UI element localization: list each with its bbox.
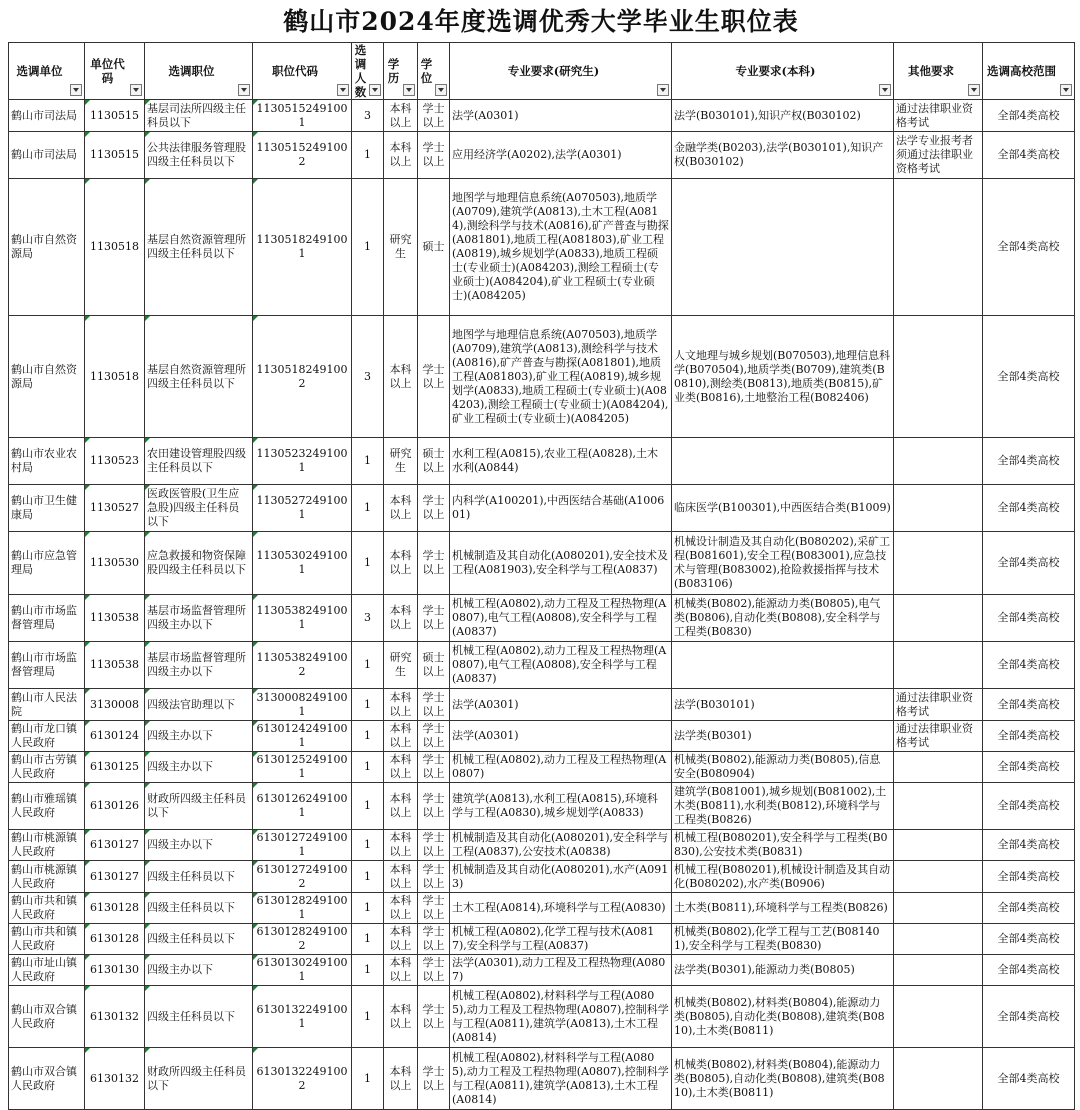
cell-position[interactable]: 基层自然资源管理所四级主任科员以下: [145, 179, 253, 316]
table-row: [9, 893, 1075, 924]
cell-major-graduate[interactable]: 机械制造及其自动化(A080201),水产(A0913): [450, 861, 672, 893]
cell-position-code[interactable]: 11305302491001: [253, 532, 352, 595]
cell-major-undergraduate[interactable]: 土木类(B0811),环境科学与工程类(B0826): [672, 893, 894, 924]
table-row: [9, 316, 1075, 438]
cell-education[interactable]: 本科以上: [384, 595, 418, 642]
header-label: 单位代码: [90, 57, 125, 85]
cell-education[interactable]: 本科以上: [384, 132, 418, 179]
cell-other-requirements[interactable]: [894, 986, 983, 1048]
cell-headcount[interactable]: 1: [352, 1048, 384, 1110]
cell-headcount[interactable]: 1: [352, 893, 384, 924]
table-row: [9, 861, 1075, 893]
cell-unit-code[interactable]: 6130132: [85, 1048, 145, 1110]
cell-position-code[interactable]: 11305382491001: [253, 595, 352, 642]
cell-other-requirements[interactable]: [894, 316, 983, 438]
cell-major-undergraduate[interactable]: 建筑学(B081001),城乡规划(B081002),土木类(B0811),水利类(B0812),环境科学与工程类(B0826): [672, 783, 894, 830]
cell-education[interactable]: 本科以上: [384, 861, 418, 893]
cell-degree[interactable]: 学士以上: [418, 955, 450, 986]
cell-degree[interactable]: 学士以上: [418, 783, 450, 830]
cell-headcount[interactable]: 1: [352, 132, 384, 179]
cell-major-undergraduate[interactable]: 法学(B030101),知识产权(B030102): [672, 100, 894, 132]
header-label: 其他要求: [908, 64, 954, 78]
header-label: 职位代码: [272, 64, 318, 78]
cell-other-requirements[interactable]: [894, 893, 983, 924]
cell-unit[interactable]: 鹤山市自然资源局: [9, 316, 85, 438]
table-row: [9, 689, 1075, 721]
cell-degree[interactable]: 学士以上: [418, 485, 450, 532]
cell-unit[interactable]: 鹤山市司法局: [9, 132, 85, 179]
cell-major-graduate[interactable]: 机械工程(A0802),动力工程及工程热物理(A0807),电气工程(A0808),安全科学与工程(A0837): [450, 642, 672, 689]
cell-education[interactable]: 研究生: [384, 179, 418, 316]
filter-dropdown-icon[interactable]: [657, 84, 669, 96]
cell-school-scope[interactable]: 全部4类高校: [983, 179, 1075, 316]
cell-major-graduate[interactable]: 机械制造及其自动化(A080201),安全技术及工程(A081903),安全科学与工程(A0837): [450, 532, 672, 595]
cell-headcount[interactable]: 1: [352, 179, 384, 316]
cell-school-scope[interactable]: 全部4类高校: [983, 100, 1075, 132]
cell-major-graduate[interactable]: 地图学与地理信息系统(A070503),地质学(A0709),建筑学(A0813),土木工程(A0814),测绘科学与技术(A0816),矿产普查与勘探(A081801),地质工程(A081803),矿业工程(A0819),城乡规划学(A0833),地质工程硕士(专业硕士)(A084203),测绘工程硕士(专业硕士)(A084204),矿业工程硕士(专业硕士)(A084205): [450, 179, 672, 316]
cell-position[interactable]: 四级主任科员以下: [145, 893, 253, 924]
header-unit: [9, 43, 85, 100]
cell-other-requirements[interactable]: [894, 830, 983, 861]
cell-major-undergraduate[interactable]: 机械工程(B080201),机械设计制造及其自动化(B080202),水产类(B0906): [672, 861, 894, 893]
cell-headcount[interactable]: 1: [352, 438, 384, 485]
filter-dropdown-icon[interactable]: [369, 84, 381, 96]
cell-unit-code[interactable]: 6130128: [85, 893, 145, 924]
cell-major-undergraduate[interactable]: 机械类(B0802),能源动力类(B0805),电气类(B0806),自动化类(B0808),安全科学与工程类(B0830): [672, 595, 894, 642]
cell-school-scope[interactable]: 全部4类高校: [983, 955, 1075, 986]
cell-major-undergraduate[interactable]: 金融学类(B0203),法学(B030101),知识产权(B030102): [672, 132, 894, 179]
cell-degree[interactable]: 硕士: [418, 179, 450, 316]
cell-major-graduate[interactable]: 建筑学(A0813),水利工程(A0815),环境科学与工程(A0830),城乡规划学(A0833): [450, 783, 672, 830]
cell-headcount[interactable]: 1: [352, 532, 384, 595]
cell-major-undergraduate[interactable]: 法学(B030101): [672, 689, 894, 721]
cell-school-scope[interactable]: 全部4类高校: [983, 752, 1075, 783]
cell-position-code[interactable]: 11305272491001: [253, 485, 352, 532]
cell-unit[interactable]: 鹤山市古劳镇人民政府: [9, 752, 85, 783]
cell-major-graduate[interactable]: 机械工程(A0802),材料科学与工程(A0805),动力工程及工程热物理(A0807),控制科学与工程(A0811),建筑学(A0813),土木工程(A0814): [450, 1048, 672, 1110]
cell-education[interactable]: 本科以上: [384, 986, 418, 1048]
cell-major-undergraduate[interactable]: 机械设计制造及其自动化(B080202),采矿工程(B081601),安全工程(B083001),应急技术与管理(B083002),抢险救援指挥与技术(B083106): [672, 532, 894, 595]
cell-unit[interactable]: 鹤山市共和镇人民政府: [9, 893, 85, 924]
header-other-requirements: [894, 43, 983, 100]
cell-major-graduate[interactable]: 机械工程(A0802),化学工程与技术(A0817),安全科学与工程(A0837): [450, 924, 672, 955]
cell-major-graduate[interactable]: 法学(A0301),动力工程及工程热物理(A0807): [450, 955, 672, 986]
cell-headcount[interactable]: 1: [352, 986, 384, 1048]
cell-major-graduate[interactable]: 应用经济学(A0202),法学(A0301): [450, 132, 672, 179]
cell-position-code[interactable]: 61301242491001: [253, 721, 352, 752]
cell-unit[interactable]: 鹤山市双合镇人民政府: [9, 986, 85, 1048]
cell-other-requirements[interactable]: 法学专业报考者须通过法律职业资格考试: [894, 132, 983, 179]
cell-unit-code[interactable]: 1130538: [85, 642, 145, 689]
header-position: [145, 43, 253, 100]
table-body: [9, 100, 1075, 1110]
cell-school-scope[interactable]: 全部4类高校: [983, 316, 1075, 438]
cell-major-graduate[interactable]: 土木工程(A0814),环境科学与工程(A0830): [450, 893, 672, 924]
cell-education[interactable]: 本科以上: [384, 316, 418, 438]
cell-major-undergraduate[interactable]: 机械类(B0802),材料类(B0804),能源动力类(B0805),自动化类(B0808),建筑类(B0810),土木类(B0811): [672, 1048, 894, 1110]
cell-headcount[interactable]: 1: [352, 642, 384, 689]
cell-major-graduate[interactable]: 法学(A0301): [450, 721, 672, 752]
header-label: 选调职位: [168, 64, 215, 78]
cell-headcount[interactable]: 1: [352, 830, 384, 861]
header-label: 选调单位: [16, 64, 63, 78]
cell-position[interactable]: 四级主任科员以下: [145, 861, 253, 893]
table-row: [9, 830, 1075, 861]
cell-position-code[interactable]: 11305232491001: [253, 438, 352, 485]
cell-education[interactable]: 研究生: [384, 642, 418, 689]
cell-position[interactable]: 应急救援和物资保障股四级主任科员以下: [145, 532, 253, 595]
cell-unit-code[interactable]: 6130132: [85, 986, 145, 1048]
filter-dropdown-icon[interactable]: [238, 84, 250, 96]
cell-headcount[interactable]: 1: [352, 783, 384, 830]
cell-position-code[interactable]: 11305382491002: [253, 642, 352, 689]
table-row: [9, 752, 1075, 783]
cell-headcount[interactable]: 1: [352, 689, 384, 721]
cell-unit-code[interactable]: 1130538: [85, 595, 145, 642]
table-row: [9, 1048, 1075, 1110]
cell-major-graduate[interactable]: 法学(A0301): [450, 689, 672, 721]
cell-education[interactable]: 本科以上: [384, 721, 418, 752]
cell-position[interactable]: 四级主办以下: [145, 955, 253, 986]
cell-other-requirements[interactable]: 通过法律职业资格考试: [894, 100, 983, 132]
cell-position[interactable]: 四级法官助理以下: [145, 689, 253, 721]
cell-school-scope[interactable]: 全部4类高校: [983, 1048, 1075, 1110]
cell-degree[interactable]: 学士以上: [418, 1048, 450, 1110]
cell-education[interactable]: 本科以上: [384, 893, 418, 924]
cell-position[interactable]: 基层市场监督管理所四级主办以下: [145, 595, 253, 642]
cell-unit-code[interactable]: 1130523: [85, 438, 145, 485]
header-major-undergraduate: [672, 43, 894, 100]
cell-headcount[interactable]: 1: [352, 752, 384, 783]
table-row: [9, 986, 1075, 1048]
cell-headcount[interactable]: 3: [352, 100, 384, 132]
cell-degree[interactable]: 学士以上: [418, 830, 450, 861]
cell-unit[interactable]: 鹤山市双合镇人民政府: [9, 1048, 85, 1110]
cell-other-requirements[interactable]: [894, 1048, 983, 1110]
cell-other-requirements[interactable]: 通过法律职业资格考试: [894, 721, 983, 752]
cell-other-requirements[interactable]: [894, 485, 983, 532]
table-row: [9, 438, 1075, 485]
cell-other-requirements[interactable]: [894, 955, 983, 986]
cell-major-undergraduate[interactable]: 机械类(B0802),化学工程与工艺(B081401),安全科学与工程类(B0830): [672, 924, 894, 955]
cell-major-graduate[interactable]: 地图学与地理信息系统(A070503),地质学(A0709),建筑学(A0813),测绘科学与技术(A0816),矿产普查与勘探(A081801),地质工程(A081803),矿业工程(A0819),城乡规划学(A0833),地质工程硕士(专业硕士)(A084203),测绘工程硕士(专业硕士)(A084204),矿业工程硕士(专业硕士)(A084205): [450, 316, 672, 438]
cell-unit-code[interactable]: 6130125: [85, 752, 145, 783]
cell-position-code[interactable]: 11305152491002: [253, 132, 352, 179]
cell-unit-code[interactable]: 6130126: [85, 783, 145, 830]
table-row: [9, 132, 1075, 179]
cell-position-code[interactable]: 11305152491001: [253, 100, 352, 132]
cell-unit-code[interactable]: 1130518: [85, 316, 145, 438]
header-school-scope: [983, 43, 1075, 100]
table-row: [9, 924, 1075, 955]
cell-major-undergraduate[interactable]: 机械类(B0802),材料类(B0804),能源动力类(B0805),自动化类(B0808),建筑类(B0810),土木类(B0811): [672, 986, 894, 1048]
header-headcount: [352, 43, 384, 100]
filter-dropdown-icon[interactable]: [130, 84, 142, 96]
cell-unit[interactable]: 鹤山市卫生健康局: [9, 485, 85, 532]
cell-unit-code[interactable]: 1130515: [85, 100, 145, 132]
cell-position[interactable]: 基层市场监督管理所四级主办以下: [145, 642, 253, 689]
cell-education[interactable]: 研究生: [384, 438, 418, 485]
filter-dropdown-icon[interactable]: [70, 84, 82, 96]
table-row: [9, 955, 1075, 986]
header-label: 学历: [387, 57, 400, 85]
cell-education[interactable]: 本科以上: [384, 924, 418, 955]
cell-education[interactable]: 本科以上: [384, 1048, 418, 1110]
table-row: [9, 485, 1075, 532]
cell-other-requirements[interactable]: [894, 438, 983, 485]
header-label: 学位: [420, 57, 433, 85]
cell-position[interactable]: 四级主任科员以下: [145, 986, 253, 1048]
cell-unit[interactable]: 鹤山市雅瑶镇人民政府: [9, 783, 85, 830]
cell-education[interactable]: 本科以上: [384, 955, 418, 986]
cell-degree[interactable]: 学士以上: [418, 986, 450, 1048]
cell-major-undergraduate[interactable]: [672, 179, 894, 316]
cell-school-scope[interactable]: 全部4类高校: [983, 595, 1075, 642]
cell-major-graduate[interactable]: 水利工程(A0815),农业工程(A0828),土木水利(A0844): [450, 438, 672, 485]
cell-position-code[interactable]: 11305182491002: [253, 316, 352, 438]
table-row: [9, 595, 1075, 642]
cell-headcount[interactable]: 3: [352, 595, 384, 642]
table-row: [9, 721, 1075, 752]
cell-other-requirements[interactable]: [894, 783, 983, 830]
cell-other-requirements[interactable]: [894, 595, 983, 642]
cell-major-graduate[interactable]: 机械工程(A0802),动力工程及工程热物理(A0807),电气工程(A0808),安全科学与工程(A0837): [450, 595, 672, 642]
cell-education[interactable]: 本科以上: [384, 752, 418, 783]
cell-degree[interactable]: 学士以上: [418, 861, 450, 893]
table-row: [9, 532, 1075, 595]
cell-school-scope[interactable]: 全部4类高校: [983, 689, 1075, 721]
cell-position-code[interactable]: 61301252491001: [253, 752, 352, 783]
cell-school-scope[interactable]: 全部4类高校: [983, 485, 1075, 532]
cell-degree[interactable]: 硕士以上: [418, 642, 450, 689]
cell-unit-code[interactable]: 1130515: [85, 132, 145, 179]
cell-degree[interactable]: 学士以上: [418, 924, 450, 955]
cell-major-undergraduate[interactable]: 机械类(B0802),能源动力类(B0805),信息安全(B080904): [672, 752, 894, 783]
cell-unit[interactable]: 鹤山市龙口镇人民政府: [9, 721, 85, 752]
cell-major-undergraduate[interactable]: 法学类(B0301),能源动力类(B0805): [672, 955, 894, 986]
cell-degree[interactable]: 硕士以上: [418, 438, 450, 485]
cell-degree[interactable]: 学士以上: [418, 316, 450, 438]
cell-position[interactable]: 基层自然资源管理所四级主任科员以下: [145, 316, 253, 438]
cell-degree[interactable]: 学士以上: [418, 893, 450, 924]
cell-education[interactable]: 本科以上: [384, 100, 418, 132]
header-label: 选调人数: [354, 43, 367, 99]
cell-headcount[interactable]: 1: [352, 924, 384, 955]
cell-position-code[interactable]: 31300082491001: [253, 689, 352, 721]
cell-unit[interactable]: 鹤山市应急管理局: [9, 532, 85, 595]
cell-major-undergraduate[interactable]: 法学类(B0301): [672, 721, 894, 752]
header-label: 专业要求(研究生): [507, 64, 600, 78]
cell-headcount[interactable]: 1: [352, 955, 384, 986]
table-row: [9, 179, 1075, 316]
cell-headcount[interactable]: 3: [352, 316, 384, 438]
cell-education[interactable]: 本科以上: [384, 485, 418, 532]
cell-school-scope[interactable]: 全部4类高校: [983, 893, 1075, 924]
header-degree: [418, 43, 450, 100]
cell-school-scope[interactable]: 全部4类高校: [983, 924, 1075, 955]
cell-unit-code[interactable]: 3130008: [85, 689, 145, 721]
cell-position[interactable]: 四级主办以下: [145, 830, 253, 861]
cell-degree[interactable]: 学士以上: [418, 752, 450, 783]
cell-other-requirements[interactable]: [894, 179, 983, 316]
header-label: 选调高校范围: [987, 64, 1056, 78]
cell-major-graduate[interactable]: 机械工程(A0802),材料科学与工程(A0805),动力工程及工程热物理(A0807),控制科学与工程(A0811),建筑学(A0813),土木工程(A0814): [450, 986, 672, 1048]
cell-unit-code[interactable]: 1130518: [85, 179, 145, 316]
position-table: [8, 42, 1075, 1110]
table-row: [9, 100, 1075, 132]
cell-position-code[interactable]: 61301272491001: [253, 830, 352, 861]
cell-education[interactable]: 本科以上: [384, 689, 418, 721]
cell-school-scope[interactable]: 全部4类高校: [983, 642, 1075, 689]
cell-position-code[interactable]: 61301302491001: [253, 955, 352, 986]
cell-degree[interactable]: 学士以上: [418, 721, 450, 752]
cell-position-code[interactable]: 61301282491001: [253, 893, 352, 924]
cell-headcount[interactable]: 1: [352, 485, 384, 532]
cell-position[interactable]: 四级主办以下: [145, 752, 253, 783]
cell-other-requirements[interactable]: [894, 752, 983, 783]
cell-position[interactable]: 医政医管股(卫生应急股)四级主任科员以下: [145, 485, 253, 532]
cell-headcount[interactable]: 1: [352, 721, 384, 752]
cell-school-scope[interactable]: 全部4类高校: [983, 532, 1075, 595]
cell-unit[interactable]: 鹤山市市场监督管理局: [9, 595, 85, 642]
header-row: [9, 43, 1075, 100]
cell-school-scope[interactable]: 全部4类高校: [983, 721, 1075, 752]
cell-major-graduate[interactable]: 机械工程(A0802),动力工程及工程热物理(A0807): [450, 752, 672, 783]
cell-degree[interactable]: 学士以上: [418, 595, 450, 642]
filter-dropdown-icon[interactable]: [1060, 84, 1072, 96]
filter-dropdown-icon[interactable]: [879, 84, 891, 96]
table-row: [9, 783, 1075, 830]
cell-degree[interactable]: 学士以上: [418, 100, 450, 132]
table-row: [9, 642, 1075, 689]
cell-unit-code[interactable]: 1130527: [85, 485, 145, 532]
cell-unit[interactable]: 鹤山市共和镇人民政府: [9, 924, 85, 955]
cell-unit-code[interactable]: 6130130: [85, 955, 145, 986]
cell-major-undergraduate[interactable]: 机械工程(B080201),安全科学与工程类(B0830),公安技术类(B0831): [672, 830, 894, 861]
cell-unit[interactable]: 鹤山市人民法院: [9, 689, 85, 721]
cell-unit[interactable]: 鹤山市司法局: [9, 100, 85, 132]
page-title: 鹤山市2024年度选调优秀大学毕业生职位表: [283, 7, 799, 36]
cell-education[interactable]: 本科以上: [384, 783, 418, 830]
cell-position[interactable]: 基层司法所四级主任科员以下: [145, 100, 253, 132]
cell-unit-code[interactable]: 1130530: [85, 532, 145, 595]
cell-position[interactable]: 四级主任科员以下: [145, 924, 253, 955]
cell-unit[interactable]: 鹤山市农业农村局: [9, 438, 85, 485]
cell-major-undergraduate[interactable]: [672, 438, 894, 485]
cell-unit-code[interactable]: 6130128: [85, 924, 145, 955]
filter-dropdown-icon[interactable]: [337, 84, 349, 96]
cell-school-scope[interactable]: 全部4类高校: [983, 132, 1075, 179]
cell-other-requirements[interactable]: 通过法律职业资格考试: [894, 689, 983, 721]
cell-major-graduate[interactable]: 法学(A0301): [450, 100, 672, 132]
cell-degree[interactable]: 学士以上: [418, 689, 450, 721]
cell-position[interactable]: 四级主办以下: [145, 721, 253, 752]
cell-other-requirements[interactable]: [894, 861, 983, 893]
cell-degree[interactable]: 学士以上: [418, 132, 450, 179]
header-major-graduate: [450, 43, 672, 100]
cell-unit-code[interactable]: 6130127: [85, 830, 145, 861]
header-education: [384, 43, 418, 100]
cell-unit[interactable]: 鹤山市址山镇人民政府: [9, 955, 85, 986]
cell-other-requirements[interactable]: [894, 924, 983, 955]
filter-dropdown-icon[interactable]: [968, 84, 980, 96]
cell-unit[interactable]: 鹤山市桃源镇人民政府: [9, 861, 85, 893]
cell-position[interactable]: 农田建设管理股四级主任科员以下: [145, 438, 253, 485]
cell-position[interactable]: 财政所四级主任科员以下: [145, 1048, 253, 1110]
cell-major-undergraduate[interactable]: [672, 642, 894, 689]
cell-school-scope[interactable]: 全部4类高校: [983, 861, 1075, 893]
header-unit-code: [85, 43, 145, 100]
cell-major-undergraduate[interactable]: 临床医学(B100301),中西医结合类(B1009): [672, 485, 894, 532]
cell-position-code[interactable]: 61301262491001: [253, 783, 352, 830]
cell-position-code[interactable]: 61301322491001: [253, 986, 352, 1048]
cell-major-undergraduate[interactable]: 人文地理与城乡规划(B070503),地理信息科学(B070504),地质学类(B0709),建筑类(B0810),测绘类(B0813),地质类(B0815),矿业类(B0816),土地整治工程(B082406): [672, 316, 894, 438]
cell-unit-code[interactable]: 6130127: [85, 861, 145, 893]
cell-major-graduate[interactable]: 机械制造及其自动化(A080201),安全科学与工程(A0837),公安技术(A0838): [450, 830, 672, 861]
cell-position[interactable]: 财政所四级主任科员以下: [145, 783, 253, 830]
cell-unit[interactable]: 鹤山市自然资源局: [9, 179, 85, 316]
filter-dropdown-icon[interactable]: [403, 84, 415, 96]
cell-education[interactable]: 本科以上: [384, 532, 418, 595]
cell-school-scope[interactable]: 全部4类高校: [983, 830, 1075, 861]
cell-degree[interactable]: 学士以上: [418, 532, 450, 595]
cell-unit-code[interactable]: 6130124: [85, 721, 145, 752]
cell-position-code[interactable]: 61301322491002: [253, 1048, 352, 1110]
cell-position-code[interactable]: 61301272491002: [253, 861, 352, 893]
cell-school-scope[interactable]: 全部4类高校: [983, 783, 1075, 830]
header-position-code: [253, 43, 352, 100]
cell-major-graduate[interactable]: 内科学(A100201),中西医结合基础(A100601): [450, 485, 672, 532]
filter-dropdown-icon[interactable]: [435, 84, 447, 96]
cell-school-scope[interactable]: 全部4类高校: [983, 986, 1075, 1048]
cell-position-code[interactable]: 61301282491002: [253, 924, 352, 955]
cell-other-requirements[interactable]: [894, 642, 983, 689]
header-label: 专业要求(本科): [735, 64, 816, 78]
cell-headcount[interactable]: 1: [352, 861, 384, 893]
cell-education[interactable]: 本科以上: [384, 830, 418, 861]
cell-school-scope[interactable]: 全部4类高校: [983, 438, 1075, 485]
cell-other-requirements[interactable]: [894, 532, 983, 595]
cell-unit[interactable]: 鹤山市桃源镇人民政府: [9, 830, 85, 861]
cell-position[interactable]: 公共法律服务管理股四级主任科员以下: [145, 132, 253, 179]
cell-position-code[interactable]: 11305182491001: [253, 179, 352, 316]
cell-unit[interactable]: 鹤山市市场监督管理局: [9, 642, 85, 689]
